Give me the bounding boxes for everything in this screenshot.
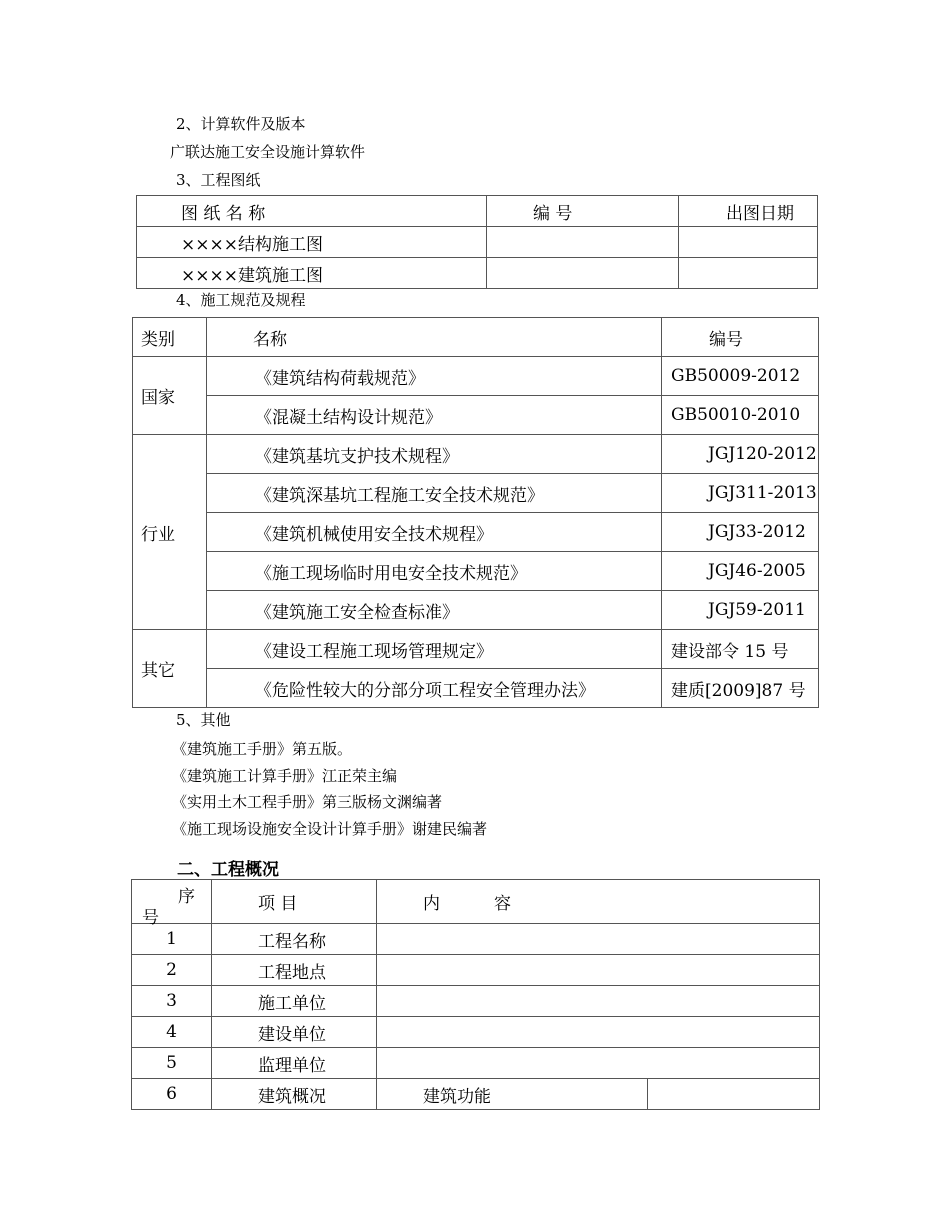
drawings-header-name: 图 纸 名 称 <box>137 196 487 227</box>
drawings-header-date: 出图日期 <box>679 196 818 227</box>
overview-item: 施工单位 <box>212 986 377 1017</box>
overview-no: 5 <box>132 1048 212 1079</box>
standard-code: JGJ33-2012 <box>662 513 819 552</box>
standard-code: JGJ59-2011 <box>662 591 819 630</box>
standard-name: 《建筑基坑支护技术规程》 <box>207 435 662 474</box>
overview-item: 监理单位 <box>212 1048 377 1079</box>
software-heading: 2、计算软件及版本 <box>176 115 306 133</box>
standard-code: GB50009-2012 <box>662 357 819 396</box>
overview-no: 3 <box>132 986 212 1017</box>
other-heading: 5、其他 <box>176 711 231 729</box>
drawing-name: ××××结构施工图 <box>137 227 487 258</box>
standard-name: 《建筑机械使用安全技术规程》 <box>207 513 662 552</box>
reference-item: 《实用土木工程手册》第三版杨文渊编著 <box>172 793 443 811</box>
table-row <box>133 630 819 669</box>
standards-header-name: 名称 <box>207 318 662 357</box>
drawings-header-code: 编 号 <box>487 196 679 227</box>
standards-header-category: 类别 <box>133 318 207 357</box>
category-cell: 国家 <box>133 357 207 435</box>
overview-no: 1 <box>132 924 212 955</box>
category-cell: 其它 <box>133 630 207 708</box>
standards-heading: 4、施工规范及规程 <box>176 291 306 309</box>
overview-header-no-top: 序 <box>178 887 195 907</box>
standards-header-code: 编号 <box>662 318 819 357</box>
table-row <box>132 924 820 955</box>
standard-code: 建设部令 15 号 <box>662 630 819 669</box>
reference-item: 《施工现场设施安全设计计算手册》谢建民编著 <box>172 820 488 838</box>
overview-content <box>377 1017 820 1048</box>
overview-header-content: 内 容 <box>377 880 820 924</box>
drawings-table <box>136 195 818 289</box>
drawing-code <box>487 258 679 289</box>
table-row <box>133 474 819 513</box>
table-row <box>132 1017 820 1048</box>
table-row <box>133 513 819 552</box>
overview-item: 建设单位 <box>212 1017 377 1048</box>
standard-code: JGJ311-2013 <box>662 474 819 513</box>
overview-content <box>377 1048 820 1079</box>
overview-sub-item: 建筑功能 <box>377 1079 648 1110</box>
table-row <box>132 1079 820 1110</box>
overview-item: 工程名称 <box>212 924 377 955</box>
table-row <box>133 435 819 474</box>
standard-name: 《建筑结构荷载规范》 <box>207 357 662 396</box>
table-row <box>133 396 819 435</box>
table-row <box>133 357 819 396</box>
overview-content <box>377 955 820 986</box>
overview-table <box>131 879 820 1110</box>
standard-name: 《施工现场临时用电安全技术规范》 <box>207 552 662 591</box>
table-row <box>132 986 820 1017</box>
table-row <box>137 258 818 289</box>
drawing-date <box>679 227 818 258</box>
standards-table <box>132 317 819 708</box>
overview-header-no-bottom: 号 <box>142 908 159 928</box>
standard-code: GB50010-2010 <box>662 396 819 435</box>
drawing-date <box>679 258 818 289</box>
overview-content <box>377 924 820 955</box>
standard-name: 《混凝土结构设计规范》 <box>207 396 662 435</box>
software-text: 广联达施工安全设施计算软件 <box>170 143 366 161</box>
overview-header-item: 项 目 <box>212 880 377 924</box>
drawings-heading: 3、工程图纸 <box>176 171 261 189</box>
reference-item: 《建筑施工计算手册》江正荣主编 <box>172 767 398 785</box>
table-row <box>133 591 819 630</box>
reference-item: 《建筑施工手册》第五版。 <box>172 740 353 758</box>
overview-header-no <box>132 880 212 928</box>
standard-name: 《建筑深基坑工程施工安全技术规范》 <box>207 474 662 513</box>
overview-item: 建筑概况 <box>212 1079 377 1110</box>
drawing-name: ××××建筑施工图 <box>137 258 487 289</box>
table-row <box>132 955 820 986</box>
overview-title: 二、工程概况 <box>177 860 279 880</box>
table-row <box>132 1048 820 1079</box>
standard-name: 《危险性较大的分部分项工程安全管理办法》 <box>207 669 662 708</box>
overview-no: 2 <box>132 955 212 986</box>
standard-code: JGJ120-2012 <box>662 435 819 474</box>
overview-item: 工程地点 <box>212 955 377 986</box>
table-row <box>137 227 818 258</box>
overview-content <box>377 986 820 1017</box>
overview-no: 6 <box>132 1079 212 1110</box>
table-row <box>133 552 819 591</box>
overview-no: 4 <box>132 1017 212 1048</box>
standard-code: 建质[2009]87 号 <box>662 669 819 708</box>
standard-code: JGJ46-2005 <box>662 552 819 591</box>
standard-name: 《建筑施工安全检查标准》 <box>207 591 662 630</box>
category-cell: 行业 <box>133 435 207 630</box>
drawing-code <box>487 227 679 258</box>
table-row <box>133 669 819 708</box>
standard-name: 《建设工程施工现场管理规定》 <box>207 630 662 669</box>
overview-sub-content <box>648 1079 820 1110</box>
